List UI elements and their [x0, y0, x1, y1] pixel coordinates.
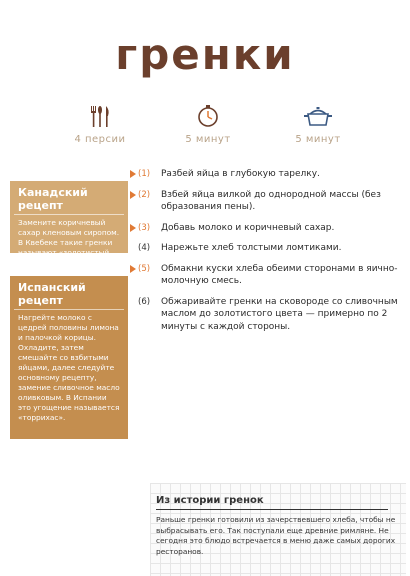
- step-6: [138, 296, 400, 334]
- timer-icon: [193, 104, 223, 128]
- arrow-icon: [130, 170, 136, 178]
- step-2: [138, 189, 400, 214]
- step-number: (4): [138, 243, 151, 253]
- spanish-recipe-box: [10, 276, 128, 439]
- cook-time-label: 5 минут: [295, 134, 341, 145]
- recipe-steps: [138, 168, 400, 341]
- step-number: (1): [138, 169, 151, 179]
- time-label: 5 минут: [185, 134, 231, 145]
- arrow-icon: [130, 224, 136, 232]
- step-5: [138, 263, 400, 288]
- spanish-recipe-heading: Испанский рецепт: [14, 276, 124, 310]
- step-number: (5): [138, 263, 151, 274]
- pot-icon: [301, 104, 335, 128]
- step-1: [138, 168, 400, 181]
- step-3: [138, 222, 400, 235]
- step-number: (3): [138, 222, 151, 233]
- step-text: Обмакни куски хлеба обеими сторонами в яично-молочную смесь.: [161, 263, 398, 286]
- canadian-recipe-heading: Канадский рецепт: [14, 181, 124, 215]
- step-text: Обжаривайте гренки на сковороде со сливочным маслом до золотистого цвета — примерно по 2 минуты с каждой стороны.: [161, 296, 398, 332]
- canadian-recipe-text: Замените коричневый сахар кленовым сиропом. В Квебеке такие гренки называют «золотистый хлеб».: [18, 218, 120, 267]
- canadian-recipe-box: [10, 181, 128, 267]
- servings-meta: [50, 104, 150, 145]
- spanish-recipe-text: Нагрейте молоко с цедрей половины лимона и палочкой корицы. Охладите, затем смешайте со взбитыми яйцами, далее следуйте основному рецепту, замение сливочное масло оливковым. В Испании это угощение называется «торрихас».: [18, 313, 120, 422]
- history-heading: Из истории гренок: [156, 495, 264, 506]
- step-4: [138, 242, 400, 255]
- cook-time-meta: [268, 104, 368, 145]
- step-text: Разбей яйца в глубокую тарелку.: [161, 169, 320, 179]
- servings-label: 4 персии: [74, 134, 126, 145]
- arrow-icon: [130, 265, 136, 273]
- history-divider: [156, 509, 388, 510]
- step-number: (2): [138, 189, 151, 200]
- page-title: гренки: [115, 30, 295, 79]
- step-text: Нарежьте хлеб толстыми ломтиками.: [161, 243, 342, 253]
- history-text: Раньше гренки готовили из зачерствевшего хлеба, чтобы не выбрасывать его. Так поступали еще древние римляне. Не сегодня это блюдо встречается в меню даже самых дорогих ресторанов.: [156, 515, 396, 556]
- arrow-icon: [130, 191, 136, 199]
- recipe-meta: [50, 104, 370, 156]
- step-number: (6): [138, 296, 151, 307]
- step-text: Взбей яйца вилкой до однородной массы (без образования пены).: [161, 189, 381, 212]
- step-text: Добавь молоко и коричневый сахар.: [161, 222, 335, 233]
- cutlery-icon: [85, 104, 115, 128]
- history-box: [150, 483, 406, 576]
- time-meta: [158, 104, 258, 145]
